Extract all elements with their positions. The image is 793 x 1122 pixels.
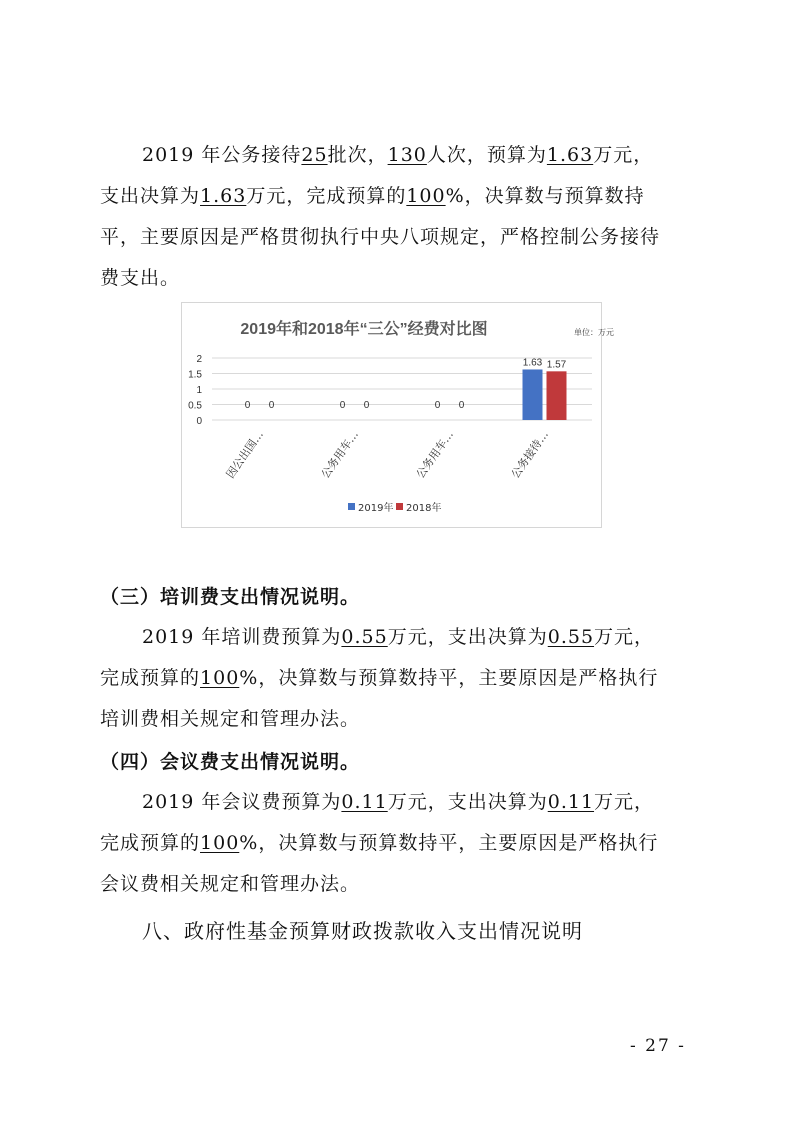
chapter8-heading: 八、政府性基金预算财政拨款收入支出情况说明 xyxy=(142,919,583,943)
legend-swatch xyxy=(348,503,355,510)
person-count: 130 xyxy=(387,144,427,166)
batch-count: 25 xyxy=(301,144,328,166)
x-category-label: 公务接待… xyxy=(508,428,551,481)
completion-percent: 100 xyxy=(406,185,446,207)
data-label: 0 xyxy=(244,400,251,411)
reception-paragraph: 2019 年公务接待25批次，130人次，预算为1.63万元， 支出决算为1.63万元，完成预算的100%，决算数与预算数持 平，主要原因是严格贯彻执行中央八项规定，严格控制公务接待 费支出。 xyxy=(100,144,661,289)
y-tick-label: 0.5 xyxy=(188,400,202,412)
data-label: 1.57 xyxy=(546,359,567,371)
meeting-paragraph: 2019 年会议费预算为0.11万元，支出决算为0.11万元， 完成预算的100%，决算数与预算数持平，主要原因是严格执行 会议费相关规定和管理办法。 xyxy=(100,791,659,895)
legend-swatch xyxy=(396,503,403,510)
chart-data-labels xyxy=(245,357,567,411)
training-percent: 100 xyxy=(200,667,240,689)
bar-series1 xyxy=(523,369,543,420)
page-number: - 27 - xyxy=(630,1036,686,1056)
budget-value: 1.63 xyxy=(546,144,594,166)
section4-heading: （四）会议费支出情况说明。 xyxy=(100,751,361,773)
training-final: 0.55 xyxy=(547,626,595,648)
data-label: 0 xyxy=(458,400,465,411)
x-axis-labels xyxy=(223,428,551,481)
y-tick-label: 2 xyxy=(196,354,202,365)
final-value: 1.63 xyxy=(200,185,247,207)
legend-label: 2019年 xyxy=(358,503,394,514)
chart-legend xyxy=(348,501,441,514)
chart-unit-note: 单位：万元 xyxy=(574,328,614,337)
chart-canvas xyxy=(182,303,614,529)
meeting-budget: 0.11 xyxy=(341,791,388,813)
data-label: 1.63 xyxy=(522,357,543,369)
training-budget: 0.55 xyxy=(341,626,388,648)
x-category-label: 公务用车… xyxy=(413,428,456,481)
data-label: 0 xyxy=(434,400,441,411)
data-label: 0 xyxy=(339,400,346,411)
meeting-final: 0.11 xyxy=(547,791,595,813)
y-axis-ticks xyxy=(188,354,202,427)
chart-bars xyxy=(523,369,567,420)
meeting-percent: 100 xyxy=(200,832,240,854)
legend-label: 2018年 xyxy=(406,503,442,514)
data-label: 0 xyxy=(363,400,370,411)
section3-heading: （三）培训费支出情况说明。 xyxy=(100,586,361,608)
chart-title: 2019年和2018年“三公”经费对比图 xyxy=(240,321,488,338)
three-public-expense-chart xyxy=(181,302,614,528)
training-paragraph: 2019 年培训费预算为0.55万元，支出决算为0.55万元， 完成预算的100%，决算数与预算数持平，主要原因是严格执行 培训费相关规定和管理办法。 xyxy=(100,626,659,730)
y-tick-label: 1.5 xyxy=(188,369,202,381)
data-label: 0 xyxy=(268,400,275,411)
y-tick-label: 1 xyxy=(196,385,202,396)
x-category-label: 因公出国… xyxy=(223,428,266,481)
x-category-label: 公务用车… xyxy=(318,428,361,481)
bar-series2 xyxy=(547,371,567,420)
y-tick-label: 0 xyxy=(196,416,202,427)
